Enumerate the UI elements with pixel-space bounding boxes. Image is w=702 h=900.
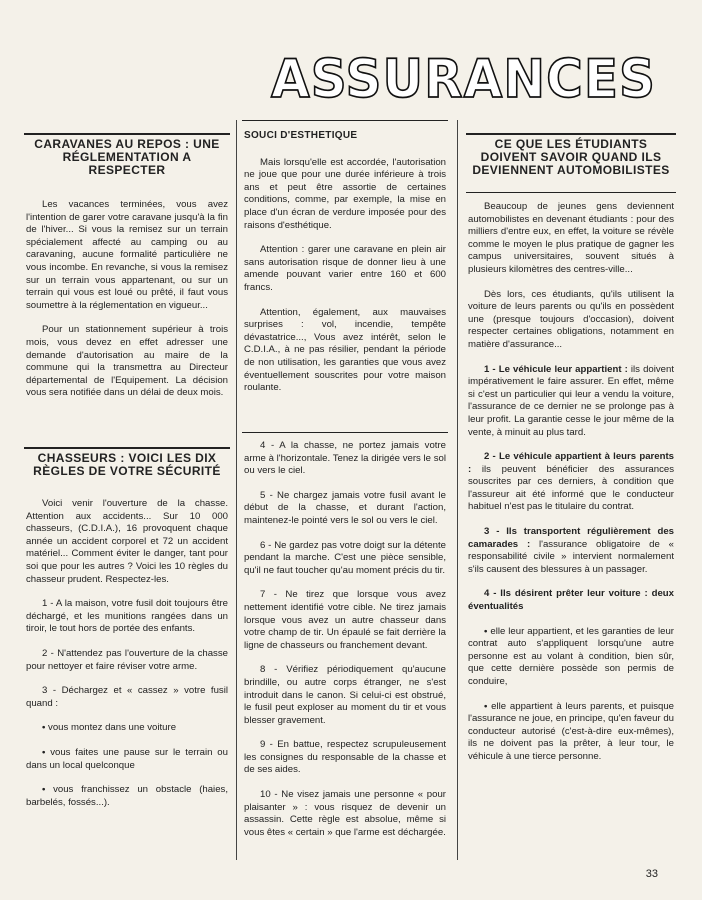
etudiants-bullet-2: • elle appartient à leurs parents, et puisque l'assurance ne joue, en principe, qu'en faveur du conducteur autorisé (c'est-à-dire eux-mêmes), ils ne doivent pas la prêter, à leur tour, le véhicule à une tierce personne. (468, 701, 674, 764)
etudiants-heading: CE QUE LES ÉTUDIANTS DOIVENT SAVOIR QUAND ILS DEVIENNENT AUTOMOBILISTES (472, 137, 670, 177)
page-number: 33 (645, 868, 658, 880)
top-rule-col1 (24, 133, 230, 135)
column-divider-right (457, 120, 458, 860)
etudiants-item-2: 2 - Le véhicule appartient à leurs parents : ils peuvent bénéficier des assurances souscrites par ces derniers, à condition que l'assureur ait été informé que le conducteur habituel n'est pas le titulaire du contrat. (468, 451, 674, 513)
top-rule-col3 (466, 133, 676, 135)
chasseurs-bullet-1: • vous montez dans une voiture (26, 722, 228, 735)
caravanes-paragraph-1: Les vacances terminées, vous avez l'intention de garer votre caravane jusqu'à la fin de l'hiver... Si vous la remisez sur un terrain spécialement affecté au camping ou au caravaning, aucune formalité particulière ne vous incombe. En revanche, si vous la remisez sur un terrain vous appartenant, ou sur un terrain qui vous est loué ou prêté, il faut vous soumettre à la réglementation en vigueur... (26, 199, 228, 311)
chasseurs-rule-10: 10 - Ne visez jamais une personne « pour plaisanter » : vous risquez de devenir un assassin. Cette règle est absolue, même si vous êtes « certain » que l'arme est déchargée. (244, 789, 446, 838)
chasseurs-paragraph-1: Voici venir l'ouverture de la chasse. Attention aux accidents... Sur 10 000 chasseurs, (C.D.I.A.), 16 provoquent chaque année un accident corporel et 72 un accident matériel... Comment éviter le danger, tant pour soi que pour les autres ? Voici les 10 règles du chasseur prudent. Respectez-les. (26, 498, 228, 585)
etudiants-intro-2: Dès lors, ces étudiants, qu'ils utilisent la voiture de leurs parents ou qu'ils en possèdent une (presque toujours d'occasion), doivent respecter certaines obligations, notamment en matière d'assurance... (468, 288, 674, 350)
esthetique-paragraph-1: Mais lorsqu'elle est accordée, l'autorisation ne joue que pour une durée inférieure à trois ans et peut être assortie de certaines conditions, comme, par exemple, la mise en place d'un écran de verdure imposée pour des raisons d'esthétique. (244, 156, 446, 231)
caravanes-article (26, 138, 228, 412)
chasseurs-rule-1: 1 - A la maison, votre fusil doit toujours être déchargé, et les munitions rangées dans un tiroir, le tout hors de portée des enfants. (26, 598, 228, 635)
mid-rule-col1 (24, 447, 230, 449)
mid-rule-col2 (242, 432, 448, 433)
chasseurs-rule-8: 8 - Vérifiez périodiquement qu'aucune brindille, ou autre corps étranger, ne s'est introduit dans le canon. Si celui-ci est obstrué, le fusil peut exploser au moment du tir et vous blesser gravement. (244, 664, 446, 726)
chasseurs-article (26, 452, 228, 821)
column-divider-left (236, 120, 237, 860)
chasseurs-rule-5: 5 - Ne chargez jamais votre fusil avant le début de la chasse, et durant l'action, maintenez-le pointé vers le sol ou vers le ciel. (244, 489, 446, 526)
etudiants-item-3: 3 - Ils transportent régulièrement des camarades : l'assurance obligatoire de « responsabilité civile » intervient normalement s'ils causent des blessures à un passager. (468, 526, 674, 575)
etudiants-intro-1: Beaucoup de jeunes gens deviennent automobilistes en devenant étudiants : pour des milliers d'entre eux, en effet, la voiture se révèle comme le moyen le plus pratique de gagner les campus universitaires, souvent situés à plusieurs kilomètres des centres-ville... (468, 201, 674, 275)
chasseurs-rule-9: 9 - En battue, respectez scrupuleusement les consignes du responsable de la chasse et de ses aides. (244, 739, 446, 776)
chasseurs-rule-7: 7 - Ne tirez que lorsque vous avez nettement identifié votre cible. Ne tirez jamais lorsque vous avez un autre chasseur dans votre champ de tir. Un épaulé se fait derrière la ligne de chasseurs ou franchement devant. (244, 589, 446, 651)
chasseurs-rule-3: 3 - Déchargez et « cassez » votre fusil quand : (26, 685, 228, 709)
chasseurs-rules-continued (244, 440, 446, 851)
top-rule-col2 (242, 120, 448, 121)
chasseurs-rule-4: 4 - A la chasse, ne portez jamais votre arme à l'horizontale. Tenez la dirigée vers le sol ou vers le ciel. (244, 440, 446, 477)
etudiants-item-4: 4 - Ils désirent prêter leur voiture : deux éventualités (468, 588, 674, 613)
esthetique-article (244, 130, 446, 407)
section-title: ASSURANCES (271, 48, 656, 110)
etudiants-item-1: 1 - Le véhicule leur appartient : ils doivent impérativement le faire assurer. En effet, même si c'est un particulier qui leur a vendu la voiture, l'assurance de ce dernier ne se prolonge pas à leur profit. La garantie cesse le jour même de la vente, à minuit au plus tard. (468, 363, 675, 438)
chasseurs-bullet-3: • vous franchissez un obstacle (haies, barbelés, fossés...). (26, 784, 228, 809)
caravanes-heading: CARAVANES AU REPOS : UNE RÉGLEMENTATION A RESPECTER (34, 137, 220, 177)
esthetique-paragraph-2: Attention : garer une caravane en plein air sans autorisation risque de donner lieu à une amende pouvant varier entre 160 et 600 francs. (244, 244, 446, 293)
chasseurs-rule-2: 2 - N'attendez pas l'ouverture de la chasse pour nettoyer et faire réviser votre arme. (26, 647, 228, 672)
etudiants-bullet-1: • elle leur appartient, et les garanties de leur contrat auto s'appliquent lorsqu'une autre personne est au volant à condition, bien sûr, que cette dernière possède son permis de conduire, (468, 626, 674, 689)
chasseurs-rule-6: 6 - Ne gardez pas votre doigt sur la détente pendant la marche. C'est une pièce sensible, qu'il ne faut toucher qu'au moment précis du tir. (244, 539, 446, 576)
chasseurs-bullet-2: • vous faites une pause sur le terrain ou dans un local quelconque (26, 747, 228, 772)
chasseurs-heading: CHASSEURS : VOICI LES DIX RÈGLES DE VOTRE SÉCURITÉ (33, 451, 221, 478)
esthetique-subheading: SOUCI D'ESTHETIQUE (244, 130, 358, 141)
etudiants-article (468, 138, 674, 776)
esthetique-paragraph-3: Attention, également, aux mauvaises surprises : vol, incendie, tempête dévastatrice..., Vous avez intérêt, selon le C.D.I.A., à ne pas résilier, pendant la période de non utilisation, les garanties que vous avez éventuellement souscrites pour votre maison roulante. (244, 306, 446, 394)
caravanes-paragraph-2: Pour un stationnement supérieur à trois mois, vous devez en effet adresser une demande d'autorisation au maire de la commune qui la transmettra au Directeur départemental de l'Equipement. La décision vous sera notifiée dans un délai de deux mois. (26, 324, 228, 399)
